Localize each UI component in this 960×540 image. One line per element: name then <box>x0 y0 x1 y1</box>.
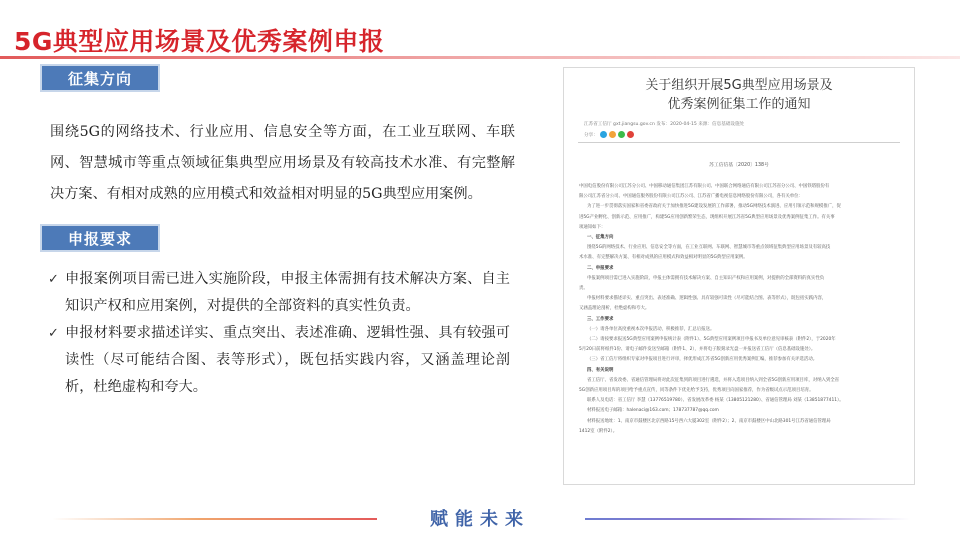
footer-line-right <box>585 518 910 520</box>
requirement-text: 申报材料要求描述详实、重点突出、表述准确、逻辑性强、具有较强可读性（尽可能结合图、表等形式），既包括实践内容，又涵盖理论剖析，杜绝虚构和夸大。 <box>65 325 510 395</box>
requirement-text: 申报案例项目需已进入实施阶段，申报主体需拥有技术解决方案、自主知识产权和应用案例，对提供的全部资料的真实性负责。 <box>65 271 510 314</box>
document-line: 围绕5G的网络技术、行业应用、信息安全等方面，在工业互联网、车联网、智慧城市等重点领域征集典型应用场景及有较高技 <box>587 245 831 251</box>
document-line: 5月20日前将纸件1份、请电子邮件发送至邮箱（附件1、2），并将电子版刻录光盘一并报送省工信厅（信息基础设施处）。 <box>579 347 816 353</box>
share-label: 分享： <box>584 132 598 138</box>
document-title-line: 关于组织开展5G典型应用场景及 <box>645 78 833 93</box>
document-line: 进5G产业孵化、创新示范、应用推广，构建5G应用创新繁荣生态，现组织开展江苏省5G典型应用场景及优秀案例征集工作。有关事 <box>579 214 835 220</box>
document-meta: 江苏省工信厅 gxt.jiangsu.gov.cn 发布：2020-04-15 来源：信息基础设施处 <box>584 122 745 127</box>
footer-line-left <box>52 518 377 520</box>
section-header-requirements: 申报要求 <box>40 224 160 252</box>
document-line: 项通知如下： <box>579 224 606 230</box>
document-line: 责。 <box>579 286 588 292</box>
document-title-line: 优秀案例征集工作的通知 <box>667 97 811 112</box>
document-line: 1412室（附件2）。 <box>579 428 618 434</box>
title-underline <box>0 56 960 59</box>
document-line: 为了进一步贯彻落实国家和省委省政府关于加快推进5G建设发展的工作部署，推动5G网络技术演进、应用引领示范和规模推广，促 <box>587 204 841 210</box>
document-line: 三、工作要求 <box>587 316 614 322</box>
document-line: 5G创新应用项目库的项目给予重点宣传，同等条件下优先给予支持，优秀项目向国家推荐，作为省级试点示范项目培育。 <box>579 388 814 394</box>
checkmark-icon: ✓ <box>48 326 59 341</box>
document-ref-number: 苏工信信基〔2020〕138号 <box>709 163 769 168</box>
document-line: 又涵盖理论剖析，杜绝虚构和夸大。 <box>579 306 650 312</box>
document-body <box>579 182 899 437</box>
document-line: 一、征集方向 <box>587 235 614 241</box>
document-line: 术水准、有完整解决方案、有相对成熟的应用模式和效益相对明显的5G典型应用案例。 <box>579 255 748 261</box>
list-item <box>48 320 510 401</box>
notice-document-image <box>563 67 915 485</box>
document-line: 限公司江苏省分公司、中国通信服务股份有限公司江苏公司、江苏省广播电视信息网络股份有限公司，各有关单位： <box>579 194 803 200</box>
document-line: 材料报送地址：1、南京市鼓楼区北京西路15号西六大厦302室（附件2）；2、南京市鼓楼区中山北路301号江苏省通信管理局 <box>587 418 831 424</box>
share-wechat-icon[interactable] <box>618 131 625 138</box>
document-line: （三）省工信厅将组织专家对申报项目进行评审，择优形成江苏省5G创新应用优秀案例汇编，推荐参加有关评选活动。 <box>587 357 818 363</box>
page-title: 5G典型应用场景及优秀案例申报 <box>14 27 385 56</box>
list-item <box>48 266 510 320</box>
checkmark-icon: ✓ <box>48 272 59 287</box>
document-line: 省工信厅、省发改委、省通信管理局将对此次征集到的项目进行遴选，并将入选项目纳入到全省5G创新应用项目库，对纳入到全省 <box>587 377 840 383</box>
document-line: 四、有关说明 <box>587 367 614 373</box>
document-title <box>564 76 914 114</box>
document-line: 申报材料要求描述详实、重点突出、表述准确、逻辑性强、具有较强可读性（尽可能结合图、表等形式），既包括实践内容， <box>587 296 827 302</box>
document-divider <box>578 142 900 143</box>
document-line: （一）请各单位高度重视本次申报活动，积极推荐，汇总后报送。 <box>587 326 715 332</box>
requirements-list <box>48 266 510 401</box>
document-line: 材料报送电子邮箱：halenaci@163.com；178737787@qq.com <box>587 408 719 414</box>
direction-paragraph: 围绕5G的网络技术、行业应用、信息安全等方面，在工业互联网、车联网、智慧城市等重点领域征集典型应用场景及有较高技术水准、有完整解决方案、有相对成熟的应用模式和效益相对明显的5G典型应用案例。 <box>50 124 515 202</box>
document-line: 联系人及电话：省工信厅 李慧（13776519780）、省发展改革委 杨某（13805121280）、省通信管理局 刘某（13851877411）。 <box>587 398 844 404</box>
share-qzone-icon[interactable] <box>609 131 616 138</box>
document-line: 申报案例项目需已进入实施阶段，申报主体需拥有技术解决方案、自主知识产权和应用案例，对提供的全部资料的真实性负 <box>587 275 825 281</box>
share-bar <box>584 131 634 138</box>
document-line: （二）请按要求报送5G典型应用案例申报统计表（附件1）、5G典型应用案例项目申报书及单位意见审核表（附件2），于2020年 <box>587 337 836 343</box>
share-weibo-icon[interactable] <box>600 131 607 138</box>
share-more-icon[interactable] <box>627 131 634 138</box>
document-line: 中国电信股份有限公司江苏分公司、中国移动通信集团江苏有限公司、中国联合网络通信有限公司江苏省分公司、中国铁塔股份有 <box>579 184 830 189</box>
document-line: 二、申报要求 <box>587 265 614 271</box>
footer-slogan: 赋能未来 <box>430 509 530 530</box>
section-header-direction: 征集方向 <box>40 64 160 92</box>
